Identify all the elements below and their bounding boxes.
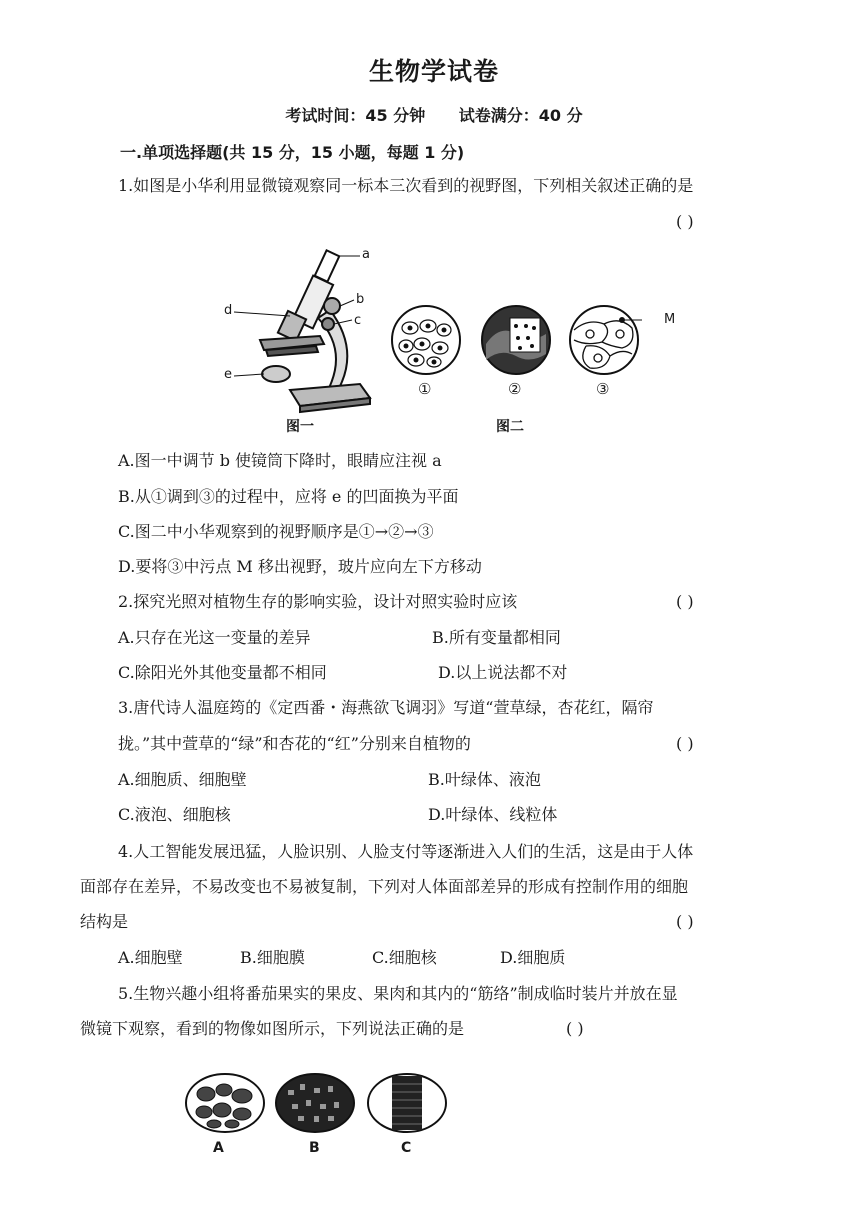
caption-fig1: 图一	[286, 419, 314, 435]
q3-option-c: C.液泡、细胞核	[118, 805, 231, 824]
q4-option-b: B.细胞膜	[240, 948, 305, 967]
view-label-1: ①	[418, 380, 432, 398]
microscope-figure	[220, 240, 380, 420]
q2-option-c: C.除阳光外其他变量都不相同	[118, 663, 327, 682]
exam-info	[0, 103, 868, 126]
label-b: b	[356, 292, 365, 307]
exam-title: 生物学试卷	[368, 57, 499, 86]
exam-time: 考试时间：45 分钟	[285, 106, 426, 125]
micrograph-label-a: A	[213, 1140, 224, 1156]
label-c: c	[354, 313, 362, 328]
q4-stem-line2: 面部存在差异，不易改变也不易被复制，下列对人体面部差异的形成有控制作用的细胞	[80, 877, 689, 896]
q4-option-c: C.细胞核	[372, 948, 437, 967]
q1-option-b: B.从①调到③的过程中，应将 e 的凹面换为平面	[118, 487, 459, 506]
q4-stem-line3: 结构是	[80, 912, 129, 931]
q1-stem: 1.如图是小华利用显微镜观察同一标本三次看到的视野图，下列相关叙述正确的是	[118, 176, 694, 195]
q3-stem-line2: 拢。”其中萱草的“绿”和杏花的“红”分别来自植物的	[118, 734, 471, 753]
q1-option-c: C.图二中小华观察到的视野顺序是①→②→③	[118, 522, 434, 541]
q4-answer-paren: ( )	[676, 912, 694, 931]
q1-answer-paren: ( )	[676, 212, 694, 231]
q1-option-d: D.要将③中污点 M 移出视野，玻片应向左下方移动	[118, 557, 482, 576]
q4-stem-line1: 4.人工智能发展迅猛，人脸识别、人脸支付等逐渐进入人们的生活，这是由于人体	[118, 842, 694, 861]
micrograph-b	[274, 1072, 356, 1134]
q2-option-b: B.所有变量都相同	[432, 628, 561, 647]
label-d: d	[224, 303, 233, 318]
q2-stem: 2.探究光照对植物生存的影响实验，设计对照实验时应该	[118, 592, 518, 611]
q3-option-b: B.叶绿体、液泡	[428, 770, 541, 789]
field-of-view-1	[390, 304, 462, 376]
micrograph-label-b: B	[309, 1140, 320, 1156]
q3-option-a: A.细胞质、细胞壁	[118, 770, 247, 789]
field-of-view-3	[566, 304, 642, 376]
q3-option-d: D.叶绿体、线粒体	[428, 805, 558, 824]
view-label-2: ②	[508, 380, 522, 398]
q1-option-a: A.图一中调节 b 使镜筒下降时，眼睛应注视 a	[118, 451, 442, 470]
label-e: e	[224, 367, 232, 382]
micrograph-label-c: C	[401, 1140, 412, 1156]
field-of-view-2	[480, 304, 552, 376]
q5-answer-paren: ( )	[566, 1019, 584, 1038]
q2-option-d: D.以上说法都不对	[438, 663, 568, 682]
label-m: M	[664, 312, 676, 327]
section-heading: 一.单项选择题(共 15 分，15 小题，每题 1 分)	[120, 143, 465, 162]
q3-answer-paren: ( )	[676, 734, 694, 753]
view-label-3: ③	[596, 380, 610, 398]
q4-option-a: A.细胞壁	[118, 948, 183, 967]
q3-stem-line1: 3.唐代诗人温庭筠的《定西番・海燕欲飞调羽》写道“萱草绿，杏花红，隔帘	[118, 698, 654, 717]
q5-stem-line2: 微镜下观察，看到的物像如图所示，下列说法正确的是	[80, 1019, 465, 1038]
exam-score: 试卷满分：40 分	[458, 106, 583, 125]
micrograph-c	[366, 1072, 448, 1134]
q4-option-d: D.细胞质	[500, 948, 566, 967]
q2-answer-paren: ( )	[676, 592, 694, 611]
caption-fig2: 图二	[496, 419, 524, 435]
q5-stem-line1: 5.生物兴趣小组将番茄果实的果皮、果肉和其内的“筋络”制成临时装片并放在显	[118, 984, 678, 1003]
q2-option-a: A.只存在光这一变量的差异	[118, 628, 311, 647]
label-a: a	[362, 247, 370, 262]
micrograph-a	[184, 1072, 266, 1134]
